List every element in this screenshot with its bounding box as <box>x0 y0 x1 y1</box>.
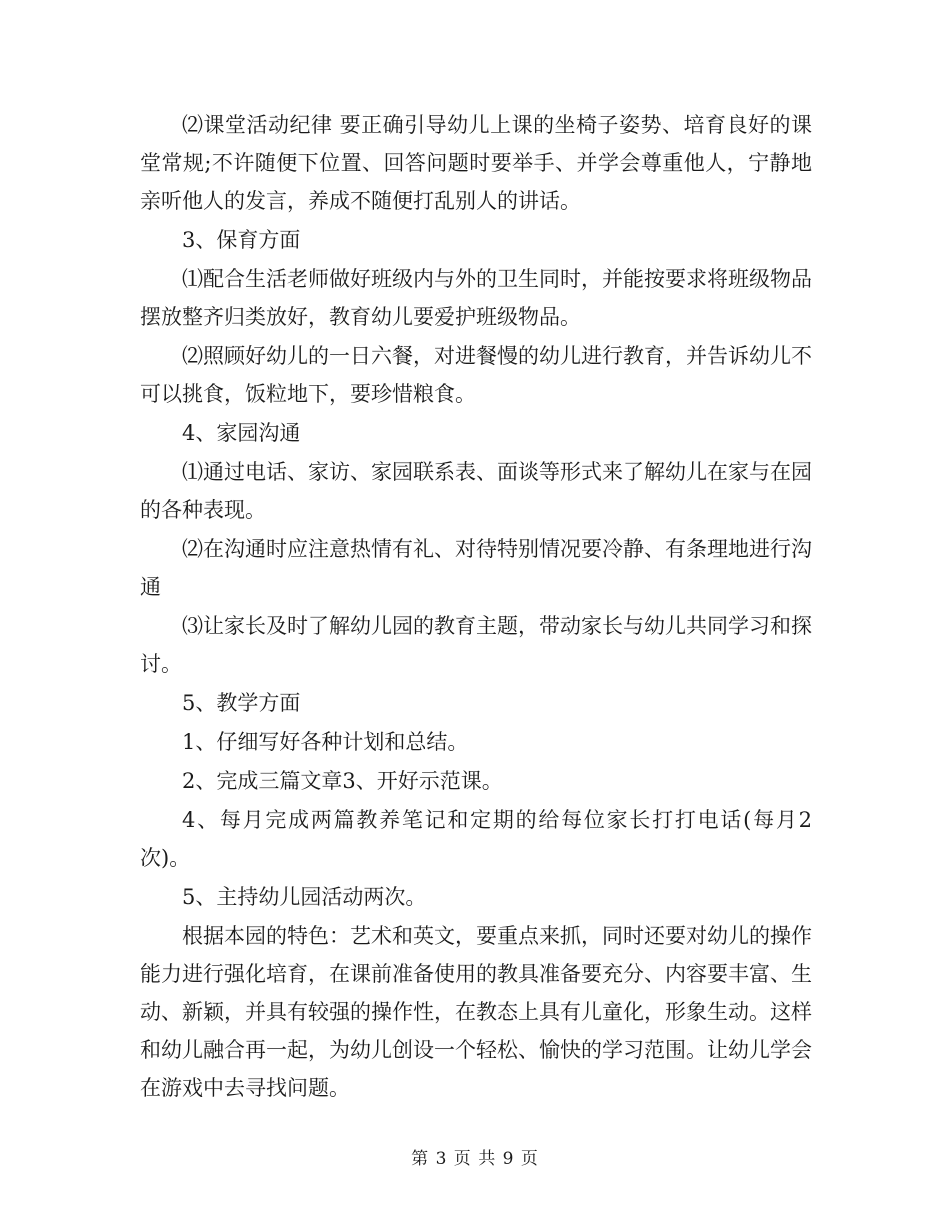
section-heading-home-communication: 4、家园沟通 <box>182 421 301 445</box>
paragraph: ⑴通过电话、家访、家园联系表、面谈等形式来了解幼儿在家与在园的各种表现。 <box>140 460 812 522</box>
page-number-footer: 第 3 页 共 9 页 <box>411 1149 539 1169</box>
list-item: 4、每月完成两篇教养笔记和定期的给每位家长打打电话(每月2次)。 <box>140 808 812 870</box>
list-item: 5、主持幼儿园活动两次。 <box>182 885 427 909</box>
paragraph: ⑵课堂活动纪律 要正确引导幼儿上课的坐椅子姿势、培育良好的课堂常规;不许随便下位置、回答问题时要举手、并学会尊重他人，宁静地亲听他人的发言，养成不随便打乱别人的讲话。 <box>140 113 812 213</box>
section-heading-teaching: 5、教学方面 <box>182 691 301 715</box>
list-item: 2、完成三篇文章3、开好示范课。 <box>182 769 503 793</box>
paragraph: ⑴配合生活老师做好班级内与外的卫生同时，并能按要求将班级物品摆放整齐归类放好，教育幼儿要爱护班级物品。 <box>140 267 812 329</box>
paragraph: ⑵照顾好幼儿的一日六餐，对进餐慢的幼儿进行教育，并告诉幼儿不可以挑食，饭粒地下，要珍惜粮食。 <box>140 344 812 406</box>
document-body <box>140 106 812 1108</box>
paragraph: ⑵在沟通时应注意热情有礼、对待特别情况要冷静、有条理地进行沟通 <box>140 537 812 599</box>
list-item: 1、仔细写好各种计划和总结。 <box>182 730 469 754</box>
section-heading-care: 3、保育方面 <box>182 228 301 252</box>
paragraph: 根据本园的特色：艺术和英文，要重点来抓，同时还要对幼儿的操作能力进行强化培育，在课前准备使用的教具准备要充分、内容要丰富、生动、新颖，并具有较强的操作性，在教态上具有儿童化，形象生动。这样和幼儿融合再一起，为幼儿创设一个轻松、愉快的学习范围。让幼儿学会在游戏中去寻找问题。 <box>140 924 812 1100</box>
paragraph: ⑶让家长及时了解幼儿园的教育主题，带动家长与幼儿共同学习和探讨。 <box>140 614 812 676</box>
